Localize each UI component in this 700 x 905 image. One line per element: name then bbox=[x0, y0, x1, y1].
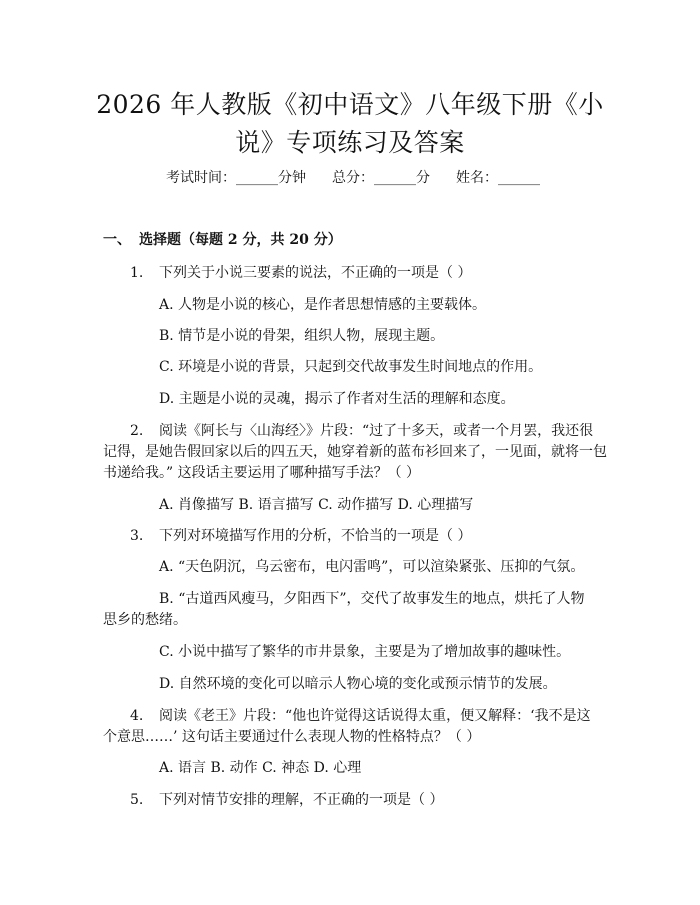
document-title-line-2: 说》专项练习及答案 bbox=[235, 128, 465, 157]
question-text: 下列关于小说三要素的说法，不正确的一项是（ ） bbox=[159, 265, 472, 281]
question-number: 4. bbox=[130, 708, 144, 724]
question-3-stem bbox=[130, 525, 471, 547]
question-number: 2. bbox=[130, 423, 144, 439]
section-title: 选择题（每题 2 分，共 20 分） bbox=[139, 232, 342, 248]
question-1-option-c: C. 环境是小说的背景，只起到交代故事发生时间地点的作用。 bbox=[159, 359, 543, 375]
question-5-stem bbox=[130, 789, 443, 811]
question-text: 阅读《阿长与〈山海经〉》片段：“过了十多天，或者一个月罢，我还很 bbox=[159, 423, 594, 439]
exam-time-field: 考试时间：______分钟 bbox=[166, 170, 306, 186]
question-number: 1. bbox=[130, 265, 144, 281]
question-3-option-c: C. 小说中描写了繁华的市井景象，主要是为了增加故事的趣味性。 bbox=[159, 644, 571, 660]
section-heading bbox=[103, 229, 342, 249]
question-1-option-d: D. 主题是小说的灵魂，揭示了作者对生活的理解和态度。 bbox=[159, 391, 515, 407]
student-name-field: 姓名：______ bbox=[456, 170, 540, 186]
question-3-option-b-line-1: B. “古道西风瘦马，夕阳西下”，交代了故事发生的地点，烘托了人物 bbox=[159, 591, 585, 607]
question-text: 下列对情节安排的理解，不正确的一项是（ ） bbox=[159, 792, 444, 808]
question-4-stem-line-2: 个意思……’ 这句话主要通过什么表现人物的性格特点？（ ） bbox=[103, 729, 481, 745]
total-score-field: 总分：______分 bbox=[332, 170, 430, 186]
question-3-option-b-line-2: 思乡的愁绪。 bbox=[103, 612, 187, 628]
question-1-stem bbox=[130, 262, 471, 284]
question-text: 阅读《老王》片段：“他也许觉得这话说得太重，便又解释：‘我不是这 bbox=[159, 708, 591, 724]
section-number: 一、 bbox=[103, 232, 131, 248]
question-number: 3. bbox=[130, 528, 144, 544]
question-1-option-b: B. 情节是小说的骨架，组织人物，展现主题。 bbox=[159, 328, 445, 344]
question-2-stem-line-3: 书递给我。” 这段话主要运用了哪种描写手法？（ ） bbox=[103, 465, 421, 481]
question-2-stem-line-2: 记得，是她告假回家以后的四五天，她穿着新的蓝布衫回来了，一见面，就将一包 bbox=[103, 444, 607, 460]
question-2-options: A. 肖像描写 B. 语言描写 C. 动作描写 D. 心理描写 bbox=[159, 497, 474, 513]
exam-info bbox=[166, 168, 540, 188]
question-text: 下列对环境描写作用的分析，不恰当的一项是（ ） bbox=[159, 528, 472, 544]
question-3-option-a: A. “天色阴沉，乌云密布，电闪雷鸣”，可以渲染紧张、压抑的气氛。 bbox=[159, 559, 585, 575]
question-1-option-a: A. 人物是小说的核心，是作者思想情感的主要载体。 bbox=[159, 297, 487, 313]
question-4-options: A. 语言 B. 动作 C. 神态 D. 心理 bbox=[159, 760, 362, 776]
document-title-line-1: 2026 年人教版《初中语文》八年级下册《小 bbox=[96, 90, 604, 119]
question-number: 5. bbox=[130, 792, 144, 808]
question-3-option-d: D. 自然环境的变化可以暗示人物心境的变化或预示情节的发展。 bbox=[159, 676, 557, 692]
question-2-stem-line-1 bbox=[130, 420, 593, 442]
question-4-stem-line-1 bbox=[130, 705, 591, 727]
